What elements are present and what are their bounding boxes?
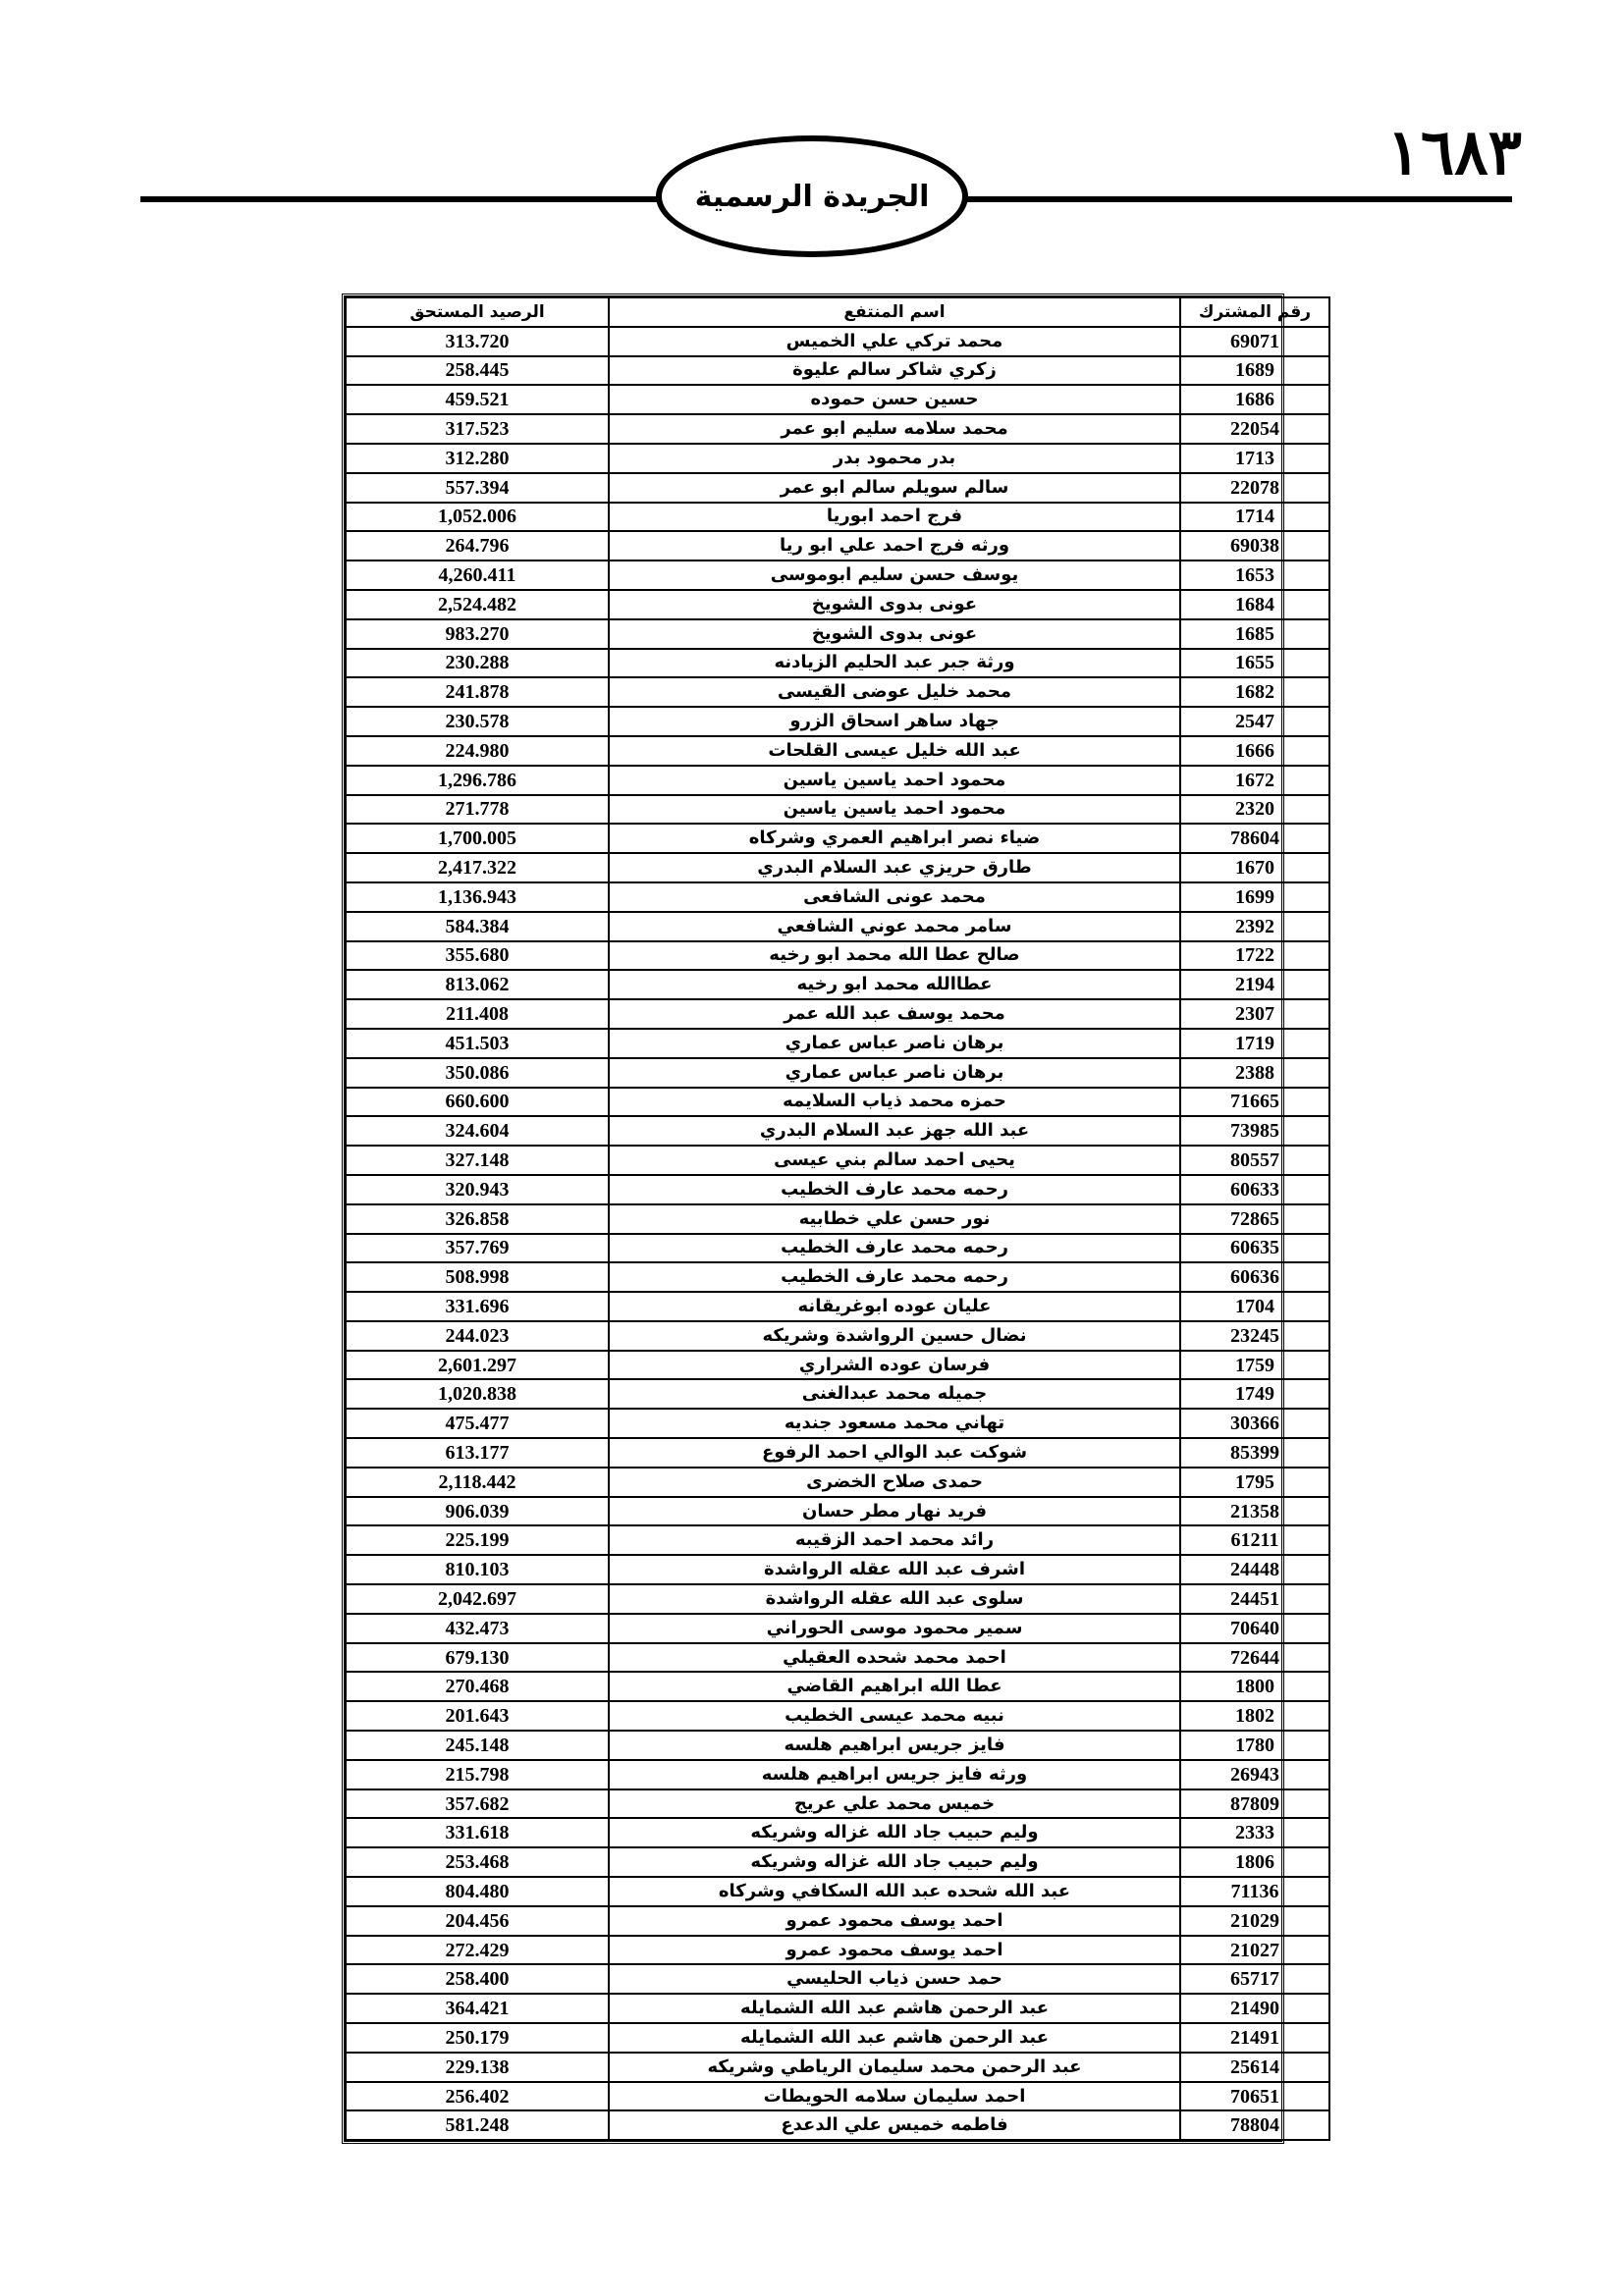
subscriber-no-cell: 2547 [1180,707,1329,736]
table-row [346,970,1329,999]
table-row [346,1818,1329,1847]
beneficiary-name-cell: محمد سلامه سليم ابو عمر [609,414,1180,444]
beneficiary-name-cell: جهاد ساهر اسحاق الزرو [609,707,1180,736]
subscriber-no-cell: 1722 [1180,941,1329,971]
table-row [346,2082,1329,2111]
table-row [346,824,1329,853]
balance-due-cell: 324.604 [346,1116,609,1146]
subscriber-no-cell: 21029 [1180,1906,1329,1936]
subscriber-no-cell: 1802 [1180,1701,1329,1731]
balance-due-cell: 660.600 [346,1088,609,1117]
beneficiary-name-cell: فرج احمد ابوريا [609,503,1180,532]
balance-due-cell: 204.456 [346,1906,609,1936]
table-row [346,1468,1329,1497]
beneficiary-name-cell: نور حسن علي خطابيه [609,1204,1180,1234]
publication-title-oval [656,135,968,257]
balance-due-cell: 475.477 [346,1409,609,1438]
subscriber-no-cell: 2388 [1180,1058,1329,1088]
column-header-subscriber-no: رقم المشترك [1180,297,1329,327]
balance-due-cell: 613.177 [346,1438,609,1468]
beneficiary-name-cell: حسين حسن حموده [609,385,1180,414]
beneficiary-name-cell: تهاني محمد مسعود جنديه [609,1409,1180,1438]
beneficiary-name-cell: ورثة جبر عبد الحليم الزيادنه [609,649,1180,678]
balance-due-cell: 451.503 [346,1029,609,1058]
balance-due-cell: 331.618 [346,1818,609,1847]
table-row [346,1672,1329,1701]
beneficiary-name-cell: سالم سويلم سالم ابو عمر [609,473,1180,503]
table-row [346,1497,1329,1526]
beneficiary-name-cell: عبد الله خليل عيسى القلحات [609,736,1180,766]
table-row [346,2110,1329,2140]
subscriber-no-cell: 71665 [1180,1088,1329,1117]
balance-due-cell: 679.130 [346,1643,609,1673]
balance-due-cell: 241.878 [346,677,609,707]
balance-due-cell: 432.473 [346,1614,609,1643]
beneficiary-name-cell: حمد حسن ذياب الحليسي [609,1964,1180,1994]
beneficiary-name-cell: عونى بدوى الشويخ [609,619,1180,649]
subscriber-no-cell: 2307 [1180,999,1329,1029]
subscriber-no-cell: 24451 [1180,1584,1329,1614]
subscriber-no-cell: 23245 [1180,1321,1329,1351]
balance-due-cell: 270.468 [346,1672,609,1701]
table-row [346,649,1329,678]
balance-due-cell: 1,700.005 [346,824,609,853]
subscriber-no-cell: 85399 [1180,1438,1329,1468]
subscriber-no-cell: 26943 [1180,1760,1329,1789]
table-row [346,1116,1329,1146]
balance-due-cell: 584.384 [346,912,609,941]
table-row [346,1146,1329,1175]
table-row [346,327,1329,356]
subscriber-no-cell: 1800 [1180,1672,1329,1701]
balance-due-cell: 225.199 [346,1525,609,1555]
table-row [346,1321,1329,1351]
balance-due-cell: 327.148 [346,1146,609,1175]
beneficiary-name-cell: محمود احمد ياسين ياسين [609,766,1180,795]
table-row [346,795,1329,825]
table-row [346,1701,1329,1731]
balance-due-cell: 508.998 [346,1262,609,1292]
table-row [346,1994,1329,2023]
subscriber-no-cell: 72865 [1180,1204,1329,1234]
beneficiary-name-cell: عبد الله جهز عبد السلام البدري [609,1116,1180,1146]
beneficiary-name-cell: سامر محمد عوني الشافعي [609,912,1180,941]
subscriber-no-cell: 69038 [1180,531,1329,561]
subscriber-no-cell: 60636 [1180,1262,1329,1292]
beneficiary-name-cell: حمزه محمد ذياب السلايمه [609,1088,1180,1117]
subscriber-no-cell: 1699 [1180,882,1329,912]
subscriber-no-cell: 1749 [1180,1379,1329,1409]
column-header-balance-due: الرصيد المستحق [346,297,609,327]
balance-due-cell: 813.062 [346,970,609,999]
beneficiary-name-cell: يوسف حسن سليم ابوموسى [609,561,1180,590]
balance-due-cell: 983.270 [346,619,609,649]
beneficiary-name-cell: فرسان عوده الشراري [609,1351,1180,1380]
table-row [346,1175,1329,1204]
table-row [346,1731,1329,1760]
beneficiary-name-cell: عطا الله ابراهيم القاضي [609,1672,1180,1701]
balance-due-cell: 906.039 [346,1497,609,1526]
table-row [346,1351,1329,1380]
balance-due-cell: 350.086 [346,1058,609,1088]
subscriber-no-cell: 21027 [1180,1936,1329,1965]
balance-due-cell: 357.682 [346,1789,609,1819]
balance-due-cell: 313.720 [346,327,609,356]
beneficiary-name-cell: شوكت عبد الوالي احمد الرفوع [609,1438,1180,1468]
balance-due-cell: 312.280 [346,444,609,473]
table-body [346,327,1329,2140]
table-row [346,1847,1329,1877]
beneficiary-name-cell: عبد الرحمن هاشم عبد الله الشمايله [609,2023,1180,2053]
subscriber-no-cell: 2392 [1180,912,1329,941]
subscriber-no-cell: 21358 [1180,1497,1329,1526]
table-row [346,707,1329,736]
subscriber-no-cell: 1684 [1180,590,1329,619]
balance-due-cell: 244.023 [346,1321,609,1351]
balance-due-cell: 215.798 [346,1760,609,1789]
publication-title: الجريدة الرسمية [694,179,930,214]
subscriber-no-cell: 22078 [1180,473,1329,503]
balance-due-cell: 357.769 [346,1234,609,1263]
beneficiary-name-cell: خميس محمد علي عريج [609,1789,1180,1819]
table-row [346,1234,1329,1263]
subscriber-no-cell: 1655 [1180,649,1329,678]
balance-due-cell: 272.429 [346,1936,609,1965]
table-row [346,1877,1329,1906]
subscriber-no-cell: 65717 [1180,1964,1329,1994]
beneficiary-name-cell: رحمه محمد عارف الخطيب [609,1234,1180,1263]
beneficiary-name-cell: ورثه فرج احمد علي ابو ريا [609,531,1180,561]
balance-due-cell: 326.858 [346,1204,609,1234]
table-row [346,414,1329,444]
beneficiary-name-cell: سلوى عبد الله عقله الرواشدة [609,1584,1180,1614]
beneficiary-name-cell: نضال حسين الرواشدة وشريكه [609,1321,1180,1351]
beneficiary-name-cell: برهان ناصر عباس عماري [609,1029,1180,1058]
balances-table [342,294,1312,2144]
balance-due-cell: 258.445 [346,356,609,386]
table-row [346,590,1329,619]
balance-due-cell: 258.400 [346,1964,609,1994]
beneficiary-name-cell: بدر محمود بدر [609,444,1180,473]
balance-due-cell: 810.103 [346,1555,609,1584]
balance-due-cell: 2,417.322 [346,853,609,882]
table-row [346,619,1329,649]
table-row [346,1379,1329,1409]
table-row [346,736,1329,766]
subscriber-no-cell: 21490 [1180,1994,1329,2023]
subscriber-no-cell: 2194 [1180,970,1329,999]
beneficiary-name-cell: فايز جريس ابراهيم هلسه [609,1731,1180,1760]
beneficiary-name-cell: عبد الله شحده عبد الله السكافي وشركاه [609,1877,1180,1906]
table-row [346,1438,1329,1468]
beneficiary-name-cell: فريد نهار مطر حسان [609,1497,1180,1526]
beneficiary-name-cell: برهان ناصر عباس عماري [609,1058,1180,1088]
subscriber-no-cell: 73985 [1180,1116,1329,1146]
table-row [346,1584,1329,1614]
beneficiary-name-cell: محمد خليل عوضى القيسى [609,677,1180,707]
balance-due-cell: 4,260.411 [346,561,609,590]
table-row [346,444,1329,473]
table-row [346,912,1329,941]
subscriber-no-cell: 1795 [1180,1468,1329,1497]
subscriber-no-cell: 87809 [1180,1789,1329,1819]
beneficiary-name-cell: عبد الرحمن هاشم عبد الله الشمايله [609,1994,1180,2023]
beneficiary-name-cell: احمد محمد شحده العقيلي [609,1643,1180,1673]
subscriber-no-cell: 1686 [1180,385,1329,414]
subscriber-no-cell: 69071 [1180,327,1329,356]
subscriber-no-cell: 1780 [1180,1731,1329,1760]
table-row [346,1614,1329,1643]
table-row [346,1409,1329,1438]
balance-due-cell: 230.578 [346,707,609,736]
table-row [346,2023,1329,2053]
table-row [346,561,1329,590]
beneficiary-name-cell: محمد عونى الشافعى [609,882,1180,912]
beneficiary-name-cell: طارق حريزي عبد السلام البدري [609,853,1180,882]
table-row [346,1029,1329,1058]
balance-due-cell: 230.288 [346,649,609,678]
table-row [346,1262,1329,1292]
table-row [346,385,1329,414]
table-row [346,1906,1329,1936]
table-row [346,941,1329,971]
table-row [346,1789,1329,1819]
subscriber-no-cell: 1713 [1180,444,1329,473]
beneficiary-name-cell: يحيى احمد سالم بني عيسى [609,1146,1180,1175]
balance-due-cell: 229.138 [346,2053,609,2082]
beneficiary-name-cell: صالح عطا الله محمد ابو رخيه [609,941,1180,971]
subscriber-no-cell: 1685 [1180,619,1329,649]
subscriber-no-cell: 60633 [1180,1175,1329,1204]
balance-due-cell: 224.980 [346,736,609,766]
table-row [346,2053,1329,2082]
subscriber-no-cell: 70640 [1180,1614,1329,1643]
table-row [346,1555,1329,1584]
balance-due-cell: 2,042.697 [346,1584,609,1614]
subscriber-no-cell: 22054 [1180,414,1329,444]
table-row [346,356,1329,386]
balance-due-cell: 2,118.442 [346,1468,609,1497]
beneficiary-name-cell: عليان عوده ابوغريقانه [609,1292,1180,1321]
balance-due-cell: 581.248 [346,2110,609,2140]
table-row [346,1964,1329,1994]
balance-due-cell: 1,052.006 [346,503,609,532]
table-row [346,1643,1329,1673]
balance-due-cell: 557.394 [346,473,609,503]
beneficiary-name-cell: عطاالله محمد ابو رخيه [609,970,1180,999]
beneficiary-name-cell: زكري شاكر سالم عليوة [609,356,1180,386]
balance-due-cell: 355.680 [346,941,609,971]
beneficiary-name-cell: رائد محمد احمد الزقيبه [609,1525,1180,1555]
beneficiary-name-cell: رحمه محمد عارف الخطيب [609,1262,1180,1292]
balance-due-cell: 364.421 [346,1994,609,2023]
balance-due-cell: 1,020.838 [346,1379,609,1409]
table-row [346,1292,1329,1321]
table-row [346,1088,1329,1117]
beneficiary-name-cell: محمد يوسف عبد الله عمر [609,999,1180,1029]
beneficiary-name-cell: وليم حبيب جاد الله غزاله وشريكه [609,1818,1180,1847]
beneficiary-name-cell: احمد سليمان سلامه الحويطات [609,2082,1180,2111]
table-row [346,999,1329,1029]
subscriber-no-cell: 78604 [1180,824,1329,853]
subscriber-no-cell: 80557 [1180,1146,1329,1175]
table-row [346,1058,1329,1088]
subscriber-no-cell: 1689 [1180,356,1329,386]
table-row [346,473,1329,503]
subscriber-no-cell: 72644 [1180,1643,1329,1673]
table-row [346,1204,1329,1234]
balance-due-cell: 256.402 [346,2082,609,2111]
balance-due-cell: 271.778 [346,795,609,825]
balance-due-cell: 320.943 [346,1175,609,1204]
subscriber-no-cell: 25614 [1180,2053,1329,2082]
subscriber-no-cell: 1666 [1180,736,1329,766]
subscriber-no-cell: 1653 [1180,561,1329,590]
subscriber-no-cell: 1682 [1180,677,1329,707]
beneficiary-name-cell: فاطمه خميس علي الدعدع [609,2110,1180,2140]
beneficiary-name-cell: محمد تركي علي الخميس [609,327,1180,356]
table-row [346,1525,1329,1555]
beneficiary-name-cell: جميله محمد عبدالغنى [609,1379,1180,1409]
beneficiary-name-cell: عونى بدوى الشويخ [609,590,1180,619]
table-row [346,1760,1329,1789]
balance-due-cell: 2,601.297 [346,1351,609,1380]
page-number: ١٦٨٣ [1386,116,1522,189]
subscriber-no-cell: 60635 [1180,1234,1329,1263]
balance-due-cell: 245.148 [346,1731,609,1760]
beneficiary-name-cell: حمدى صلاح الخضرى [609,1468,1180,1497]
beneficiary-name-cell: احمد يوسف محمود عمرو [609,1906,1180,1936]
beneficiary-name-cell: محمود احمد ياسين ياسين [609,795,1180,825]
subscriber-no-cell: 71136 [1180,1877,1329,1906]
balance-due-cell: 1,136.943 [346,882,609,912]
beneficiary-name-cell: ورثه فايز جريس ابراهيم هلسه [609,1760,1180,1789]
balance-due-cell: 211.408 [346,999,609,1029]
beneficiary-name-cell: سمير محمود موسى الحوراني [609,1614,1180,1643]
column-header-beneficiary-name: اسم المنتفع [609,297,1180,327]
subscriber-no-cell: 1719 [1180,1029,1329,1058]
table-row [346,1936,1329,1965]
subscriber-no-cell: 1806 [1180,1847,1329,1877]
subscriber-no-cell: 78804 [1180,2110,1329,2140]
balance-due-cell: 804.480 [346,1877,609,1906]
table-row [346,882,1329,912]
subscriber-no-cell: 30366 [1180,1409,1329,1438]
balance-due-cell: 2,524.482 [346,590,609,619]
balance-due-cell: 1,296.786 [346,766,609,795]
balance-due-cell: 331.696 [346,1292,609,1321]
subscriber-no-cell: 2320 [1180,795,1329,825]
subscriber-no-cell: 1670 [1180,853,1329,882]
subscriber-no-cell: 70651 [1180,2082,1329,2111]
beneficiary-name-cell: عبد الرحمن محمد سليمان الرياطي وشريكه [609,2053,1180,2082]
balance-due-cell: 264.796 [346,531,609,561]
subscriber-no-cell: 1672 [1180,766,1329,795]
subscriber-no-cell: 1714 [1180,503,1329,532]
beneficiary-name-cell: رحمه محمد عارف الخطيب [609,1175,1180,1204]
balance-due-cell: 459.521 [346,385,609,414]
subscriber-no-cell: 2333 [1180,1818,1329,1847]
table-header-row [346,297,1329,327]
beneficiary-name-cell: وليم حبيب جاد الله غزاله وشريكه [609,1847,1180,1877]
subscriber-no-cell: 21491 [1180,2023,1329,2053]
subscriber-no-cell: 61211 [1180,1525,1329,1555]
subscriber-no-cell: 24448 [1180,1555,1329,1584]
table-row [346,503,1329,532]
table-row [346,531,1329,561]
balance-due-cell: 201.643 [346,1701,609,1731]
table-row [346,853,1329,882]
beneficiary-name-cell: ضياء نصر ابراهيم العمري وشركاه [609,824,1180,853]
table-row [346,677,1329,707]
beneficiary-name-cell: احمد يوسف محمود عمرو [609,1936,1180,1965]
beneficiary-name-cell: اشرف عبد الله عقله الرواشدة [609,1555,1180,1584]
balance-due-cell: 317.523 [346,414,609,444]
balance-due-cell: 250.179 [346,2023,609,2053]
subscriber-no-cell: 1759 [1180,1351,1329,1380]
beneficiary-name-cell: نبيه محمد عيسى الخطيب [609,1701,1180,1731]
subscriber-no-cell: 1704 [1180,1292,1329,1321]
balance-due-cell: 253.468 [346,1847,609,1877]
table-row [346,766,1329,795]
